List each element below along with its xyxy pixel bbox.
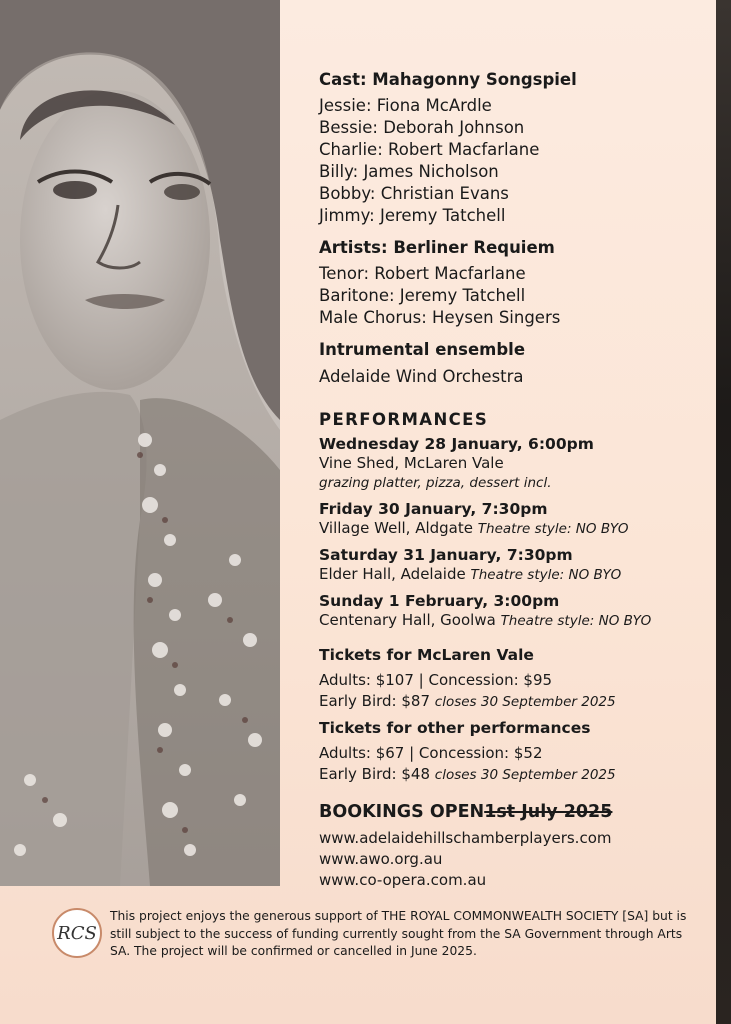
performance-item <box>319 545 709 585</box>
performance-note: Theatre style: NO BYO <box>477 521 629 537</box>
tickets-mclaren-prices: Adults: $107 | Concession: $95 <box>319 671 553 689</box>
cast-section <box>319 70 709 227</box>
website-link[interactable]: www.awo.org.au <box>319 850 443 868</box>
early-bird-note: closes 30 September 2025 <box>434 694 616 710</box>
performance-venue-line <box>319 611 709 631</box>
performance-note: Theatre style: NO BYO <box>470 567 622 583</box>
artist-item: Tenor: Robert Macfarlane <box>319 264 526 283</box>
early-bird-note: closes 30 September 2025 <box>434 767 616 783</box>
tickets-other-prices: Adults: $67 | Concession: $52 <box>319 744 543 762</box>
cast-heading: Cast: Mahagonny Songspiel <box>319 70 577 89</box>
tickets-mclaren-heading: Tickets for McLaren Vale <box>319 646 534 664</box>
tickets-other-section <box>319 718 709 786</box>
performance-note: grazing platter, pizza, dessert incl. <box>319 475 552 491</box>
footer-text: This project enjoys the generous support of THE ROYAL COMMONWEALTH SOCIETY [SA] but is still subject to the success of funding currently sought from the SA Government through Arts SA. The project will be confirmed or cancelled in June 2025. <box>110 909 687 958</box>
performance-date: Saturday 31 January, 7:30pm <box>319 546 573 564</box>
performances-heading: PERFORMANCES <box>319 410 489 429</box>
early-bird-price: Early Bird: $87 <box>319 692 430 710</box>
portrait-illustration <box>0 0 280 886</box>
page-edge-shadow <box>716 0 731 1024</box>
bookings-heading <box>319 802 709 822</box>
portrait-drawing <box>0 0 280 886</box>
website-link[interactable]: www.co-opera.com.au <box>319 871 487 889</box>
rcs-logo <box>52 908 102 958</box>
performance-date: Sunday 1 February, 3:00pm <box>319 592 560 610</box>
performance-date: Friday 30 January, 7:30pm <box>319 500 548 518</box>
performance-item <box>319 591 709 631</box>
ensemble-heading: Intrumental ensemble <box>319 340 526 359</box>
artists-heading: Artists: Berliner Requiem <box>319 238 555 257</box>
performance-venue: Centenary Hall, Goolwa <box>319 611 496 629</box>
performance-venue: Village Well, Aldgate <box>319 519 473 537</box>
cast-item: Charlie: Robert Macfarlane <box>319 140 540 159</box>
performance-venue: Vine Shed, McLaren Vale <box>319 454 504 472</box>
artist-item: Baritone: Jeremy Tatchell <box>319 286 526 305</box>
bookings-struck-date: 1st July 2025 <box>484 802 613 822</box>
website-link[interactable]: www.adelaidehillschamberplayers.com <box>319 829 612 847</box>
tickets-other-heading: Tickets for other performances <box>319 719 591 737</box>
cast-item: Bessie: Deborah Johnson <box>319 118 525 137</box>
performance-item <box>319 434 709 494</box>
performance-venue-line <box>319 565 709 585</box>
performance-item <box>319 499 709 539</box>
cast-item: Jessie: Fiona McArdle <box>319 96 492 115</box>
bookings-section <box>319 802 709 891</box>
early-bird-price: Early Bird: $48 <box>319 765 430 783</box>
ensemble-section <box>319 340 709 388</box>
event-details <box>319 70 709 891</box>
tickets-mclaren-section <box>319 645 709 713</box>
performance-date: Wednesday 28 January, 6:00pm <box>319 435 594 453</box>
artist-item: Male Chorus: Heysen Singers <box>319 308 561 327</box>
cast-item: Jimmy: Jeremy Tatchell <box>319 206 506 225</box>
performance-venue-line <box>319 519 709 539</box>
tickets-mclaren-early <box>319 691 709 713</box>
cast-item: Bobby: Christian Evans <box>319 184 509 203</box>
cast-item: Billy: James Nicholson <box>319 162 499 181</box>
performance-note: Theatre style: NO BYO <box>500 613 652 629</box>
performances-section <box>319 410 709 631</box>
artists-section <box>319 238 709 329</box>
tickets-other-early <box>319 764 709 786</box>
rcs-logo-text: RCS <box>57 922 97 944</box>
ensemble-name: Adelaide Wind Orchestra <box>319 367 524 386</box>
performance-venue: Elder Hall, Adelaide <box>319 565 466 583</box>
bookings-label: BOOKINGS OPEN <box>319 802 485 822</box>
